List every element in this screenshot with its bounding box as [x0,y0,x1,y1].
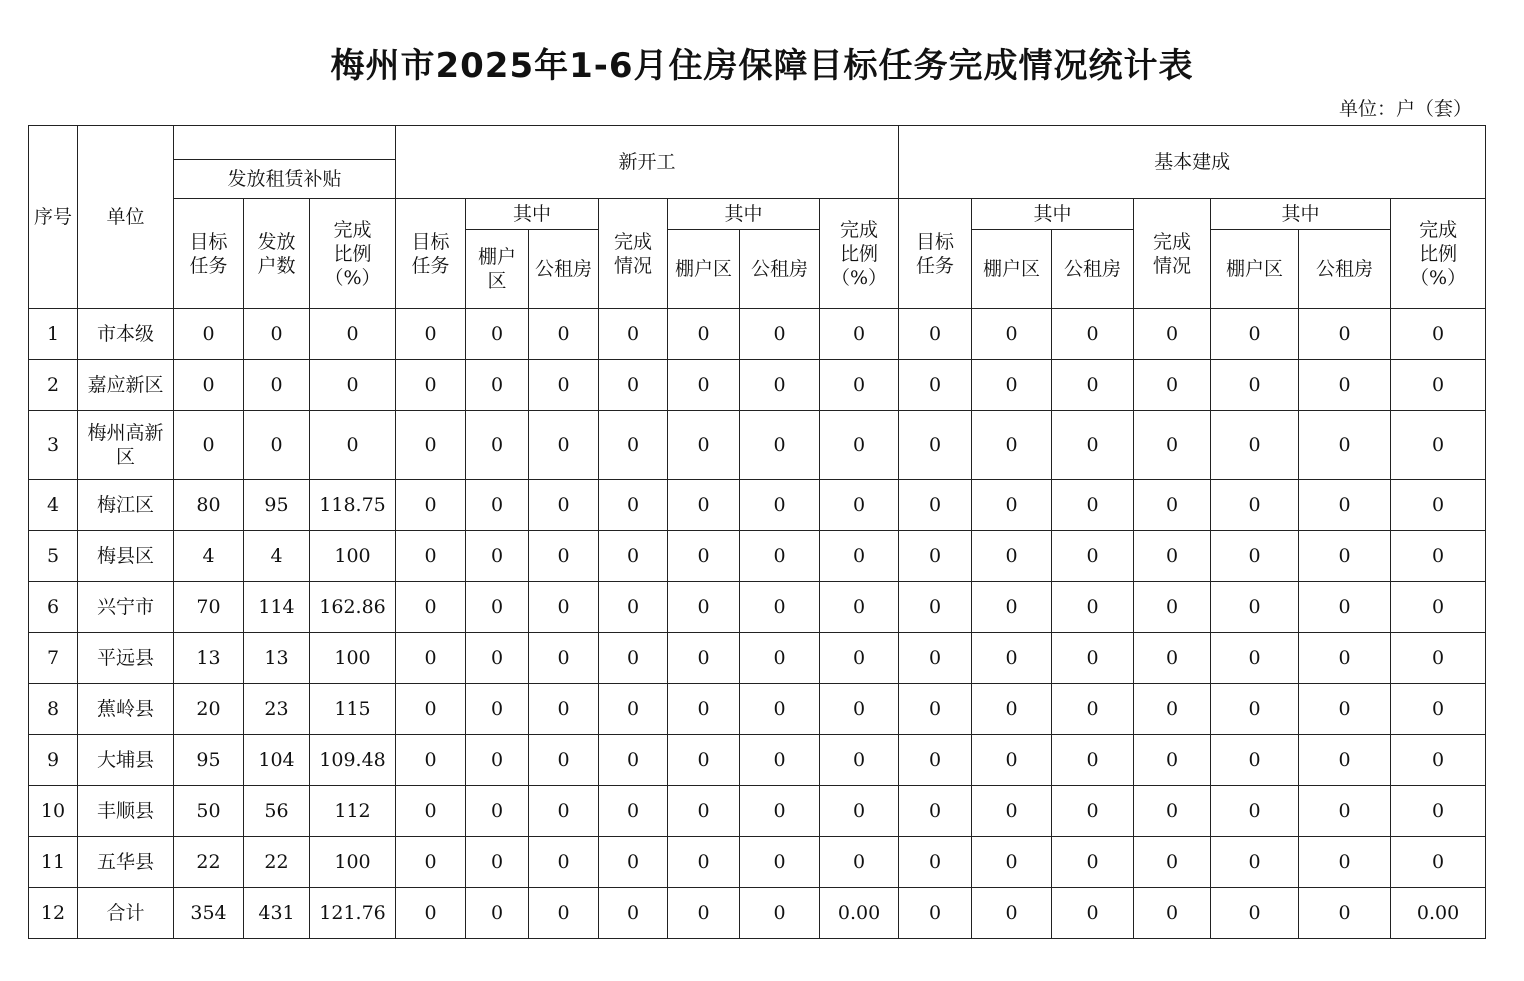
table-cell: 0 [820,735,899,786]
table-row [29,735,1486,786]
table-cell: 0 [1211,360,1299,411]
table-cell: 0 [740,360,820,411]
table-cell: 0.00 [1391,888,1486,939]
table-cell: 0 [1052,786,1134,837]
table-cell: 0 [972,837,1052,888]
table-cell: 0 [820,531,899,582]
table-cell: 0 [1052,360,1134,411]
table-cell: 0 [899,531,972,582]
table-cell: 0 [972,582,1052,633]
unit-label: 单位：户（套） [1338,98,1472,120]
table-cell: 0 [1299,735,1391,786]
table-cell: 0 [466,684,529,735]
table-cell: 70 [174,582,244,633]
table-cell: 0 [466,633,529,684]
row-seq: 11 [29,837,78,888]
row-unit-name: 合计 [78,888,174,939]
table-row [29,480,1486,531]
table-cell: 109.48 [310,735,396,786]
table-cell: 0 [1299,684,1391,735]
table-cell: 0 [466,582,529,633]
statistics-table [28,125,1486,939]
table-cell: 0 [740,837,820,888]
table-cell: 0 [529,888,599,939]
table-cell: 20 [174,684,244,735]
table-cell: 0 [1211,411,1299,480]
table-cell: 0 [1211,309,1299,360]
row-unit-name: 大埔县 [78,735,174,786]
table-cell: 0 [1134,480,1211,531]
table-cell: 0 [599,837,668,888]
header-ns-shanty-1: 棚户 区 [466,230,529,309]
table-cell: 0 [1391,411,1486,480]
table-cell: 354 [174,888,244,939]
table-cell: 0 [899,837,972,888]
table-cell: 0 [1211,531,1299,582]
table-cell: 0 [1134,633,1211,684]
row-seq: 2 [29,360,78,411]
row-unit-name: 梅县区 [78,531,174,582]
table-cell: 0 [899,582,972,633]
table-cell: 0 [529,360,599,411]
row-unit-name: 丰顺县 [78,786,174,837]
table-cell: 0 [899,480,972,531]
table-row [29,360,1486,411]
table-cell: 0 [466,888,529,939]
header-seq: 序号 [29,126,78,309]
table-cell: 0 [1134,786,1211,837]
table-cell: 0 [599,786,668,837]
table-header [29,126,1486,309]
table-cell: 0 [740,411,820,480]
table-cell: 0 [529,633,599,684]
table-cell: 0 [820,309,899,360]
table-cell: 0 [310,411,396,480]
table-cell: 0 [1391,531,1486,582]
table-cell: 0 [1134,531,1211,582]
table-cell: 0 [820,582,899,633]
table-cell: 0 [972,480,1052,531]
table-cell: 0 [820,837,899,888]
row-seq: 1 [29,309,78,360]
table-cell: 0 [899,888,972,939]
table-cell: 0 [599,360,668,411]
table-cell: 0 [668,360,740,411]
table-cell: 104 [244,735,310,786]
table-cell: 0 [740,735,820,786]
table-cell: 0 [668,888,740,939]
table-cell: 0 [1134,411,1211,480]
table-cell: 0 [466,837,529,888]
table-cell: 0 [396,531,466,582]
table-cell: 0 [1052,531,1134,582]
table-cell: 0 [466,309,529,360]
table-cell: 0 [396,735,466,786]
table-cell: 0 [740,480,820,531]
table-cell: 0 [1052,684,1134,735]
table-cell: 0 [820,411,899,480]
table-cell: 13 [244,633,310,684]
table-cell: 0 [1391,633,1486,684]
table-cell: 0 [740,888,820,939]
table-cell: 0 [1052,411,1134,480]
table-cell: 0 [466,531,529,582]
table-row [29,633,1486,684]
table-cell: 4 [174,531,244,582]
table-cell: 0 [668,786,740,837]
table-cell: 0 [1211,888,1299,939]
table-cell: 0 [1052,633,1134,684]
table-cell: 0 [466,480,529,531]
table-cell: 0 [1391,786,1486,837]
table-cell: 0 [396,309,466,360]
header-bc-public-2: 公租房 [1299,230,1391,309]
row-unit-name: 嘉应新区 [78,360,174,411]
table-cell: 0 [1299,582,1391,633]
table-cell: 0 [668,735,740,786]
table-cell: 0 [174,411,244,480]
table-cell: 0 [899,735,972,786]
table-cell: 112 [310,786,396,837]
table-cell: 0 [1391,582,1486,633]
table-row [29,582,1486,633]
row-unit-name: 蕉岭县 [78,684,174,735]
table-cell: 0 [972,735,1052,786]
table-cell: 56 [244,786,310,837]
table-cell: 22 [174,837,244,888]
table-cell: 0 [899,633,972,684]
header-bc-status: 完成 情况 [1134,199,1211,309]
table-cell: 0 [1052,888,1134,939]
table-cell: 0 [1391,309,1486,360]
table-cell: 0 [310,360,396,411]
table-cell: 0 [1211,837,1299,888]
table-cell: 22 [244,837,310,888]
row-unit-name: 平远县 [78,633,174,684]
header-ns-status: 完成 情况 [599,199,668,309]
table-cell: 0 [1052,837,1134,888]
table-cell: 0 [396,411,466,480]
table-cell: 0 [668,531,740,582]
table-row [29,531,1486,582]
table-cell: 0 [740,786,820,837]
table-cell: 0 [396,786,466,837]
table-cell: 0 [244,360,310,411]
table-cell: 0 [899,411,972,480]
table-cell: 0 [599,309,668,360]
table-cell: 50 [174,786,244,837]
table-cell: 0 [972,786,1052,837]
table-cell: 0 [244,309,310,360]
row-seq: 6 [29,582,78,633]
table-cell: 0 [972,360,1052,411]
row-seq: 3 [29,411,78,480]
table-cell: 0 [396,480,466,531]
table-cell: 0 [599,480,668,531]
table-cell: 0 [972,888,1052,939]
table-cell: 0 [1299,480,1391,531]
table-cell: 0 [740,531,820,582]
table-cell: 95 [244,480,310,531]
table-cell: 0 [1211,480,1299,531]
table-cell: 0 [174,360,244,411]
table-cell: 0 [529,309,599,360]
table-cell: 0 [1391,837,1486,888]
table-cell: 0 [1211,633,1299,684]
table-cell: 0 [899,684,972,735]
table-cell: 0 [1299,786,1391,837]
header-bc-of-which-2: 其中 [1211,199,1391,230]
table-cell: 0 [1299,837,1391,888]
table-cell: 0 [1052,480,1134,531]
table-cell: 0 [1299,309,1391,360]
header-ns-of-which-2: 其中 [668,199,820,230]
table-row [29,888,1486,939]
table-cell: 0 [599,531,668,582]
header-rent-ratio: 完成 比例 （%） [310,199,396,309]
table-cell: 0 [1052,309,1134,360]
table-cell: 431 [244,888,310,939]
table-cell: 0 [244,411,310,480]
table-row [29,786,1486,837]
header-ns-target: 目标 任务 [396,199,466,309]
table-cell: 0 [396,582,466,633]
table-row [29,684,1486,735]
row-unit-name: 市本级 [78,309,174,360]
row-seq: 8 [29,684,78,735]
table-cell: 0 [599,633,668,684]
header-rent-blank [174,126,396,160]
table-cell: 0 [1391,480,1486,531]
header-bc-shanty-2: 棚户区 [1211,230,1299,309]
table-cell: 0 [740,582,820,633]
row-seq: 9 [29,735,78,786]
table-cell: 0 [820,480,899,531]
table-cell: 13 [174,633,244,684]
table-cell: 0 [1391,735,1486,786]
table-cell: 0 [1134,837,1211,888]
table-cell: 0 [466,360,529,411]
header-bc-ratio: 完成 比例 （%） [1391,199,1486,309]
table-cell: 0 [1134,684,1211,735]
header-bc-shanty-1: 棚户区 [972,230,1052,309]
table-cell: 4 [244,531,310,582]
table-cell: 100 [310,837,396,888]
table-cell: 0 [668,684,740,735]
table-cell: 0 [174,309,244,360]
table-cell: 0 [972,411,1052,480]
table-cell: 0 [740,633,820,684]
table-cell: 100 [310,531,396,582]
table-cell: 0 [1134,735,1211,786]
table-cell: 0 [1299,888,1391,939]
table-cell: 0 [1211,582,1299,633]
table-cell: 0 [1134,360,1211,411]
table-cell: 0 [1211,684,1299,735]
table-cell: 0 [668,582,740,633]
table-cell: 0 [972,309,1052,360]
table-cell: 0 [668,411,740,480]
table-cell: 0 [1052,582,1134,633]
table-cell: 0 [899,786,972,837]
table-cell: 0 [740,684,820,735]
table-cell: 0 [396,360,466,411]
header-ns-shanty-2: 棚户区 [668,230,740,309]
table-cell: 0 [740,309,820,360]
table-cell: 0 [820,633,899,684]
row-unit-name: 梅州高新 区 [78,411,174,480]
table-cell: 0 [668,837,740,888]
row-seq: 12 [29,888,78,939]
table-cell: 0 [396,633,466,684]
table-cell: 0 [820,786,899,837]
table-cell: 0 [529,684,599,735]
table-cell: 0 [466,786,529,837]
table-cell: 0 [1134,582,1211,633]
table-cell: 0.00 [820,888,899,939]
table-cell: 115 [310,684,396,735]
table-cell: 0 [310,309,396,360]
table-cell: 121.76 [310,888,396,939]
header-basic-complete: 基本建成 [899,126,1486,199]
table-cell: 0 [466,735,529,786]
table-cell: 0 [668,633,740,684]
table-cell: 0 [396,684,466,735]
row-unit-name: 五华县 [78,837,174,888]
table-cell: 0 [668,309,740,360]
row-seq: 10 [29,786,78,837]
row-seq: 5 [29,531,78,582]
table-cell: 0 [1299,633,1391,684]
table-cell: 0 [599,411,668,480]
table-cell: 0 [529,582,599,633]
header-ns-public-2: 公租房 [740,230,820,309]
table-row [29,837,1486,888]
table-cell: 0 [899,360,972,411]
table-cell: 0 [396,837,466,888]
table-cell: 162.86 [310,582,396,633]
row-seq: 4 [29,480,78,531]
table-cell: 0 [899,309,972,360]
table-cell: 0 [820,360,899,411]
row-unit-name: 梅江区 [78,480,174,531]
table-cell: 0 [972,684,1052,735]
header-unit: 单位 [78,126,174,309]
header-bc-target: 目标 任务 [899,199,972,309]
table-cell: 0 [1391,360,1486,411]
table-cell: 0 [1299,360,1391,411]
header-ns-public-1: 公租房 [529,230,599,309]
table-cell: 0 [529,837,599,888]
row-unit-name: 兴宁市 [78,582,174,633]
header-rent-issued: 发放 户数 [244,199,310,309]
header-new-start: 新开工 [396,126,899,199]
table-cell: 0 [668,480,740,531]
table-cell: 0 [1134,309,1211,360]
table-cell: 0 [396,888,466,939]
table-cell: 118.75 [310,480,396,531]
header-ns-ratio: 完成 比例 （%） [820,199,899,309]
header-rent-subsidy: 发放租赁补贴 [174,160,396,199]
table-cell: 0 [972,531,1052,582]
table-cell: 100 [310,633,396,684]
page-title: 梅州市2025年1-6月住房保障目标任务完成情况统计表 [330,46,1194,86]
table-row [29,309,1486,360]
table-cell: 0 [529,735,599,786]
table-cell: 0 [529,786,599,837]
table-cell: 95 [174,735,244,786]
header-bc-of-which-1: 其中 [972,199,1134,230]
table-cell: 0 [972,633,1052,684]
table-cell: 0 [1391,684,1486,735]
table-cell: 0 [466,411,529,480]
table-cell: 0 [599,684,668,735]
table-cell: 0 [529,411,599,480]
table-cell: 0 [1052,735,1134,786]
table-cell: 0 [1299,531,1391,582]
header-bc-public-1: 公租房 [1052,230,1134,309]
header-rent-target: 目标 任务 [174,199,244,309]
header-ns-of-which-1: 其中 [466,199,599,230]
table-cell: 114 [244,582,310,633]
row-seq: 7 [29,633,78,684]
table-cell: 23 [244,684,310,735]
table-cell: 0 [599,735,668,786]
table-cell: 0 [820,684,899,735]
table-cell: 0 [529,531,599,582]
table-cell: 0 [1211,735,1299,786]
table-cell: 0 [1211,786,1299,837]
table-cell: 0 [529,480,599,531]
table-cell: 0 [599,888,668,939]
table-cell: 0 [1134,888,1211,939]
table-cell: 0 [1299,411,1391,480]
table-cell: 0 [599,582,668,633]
table-cell: 80 [174,480,244,531]
table-body [29,309,1486,939]
table-row [29,411,1486,480]
